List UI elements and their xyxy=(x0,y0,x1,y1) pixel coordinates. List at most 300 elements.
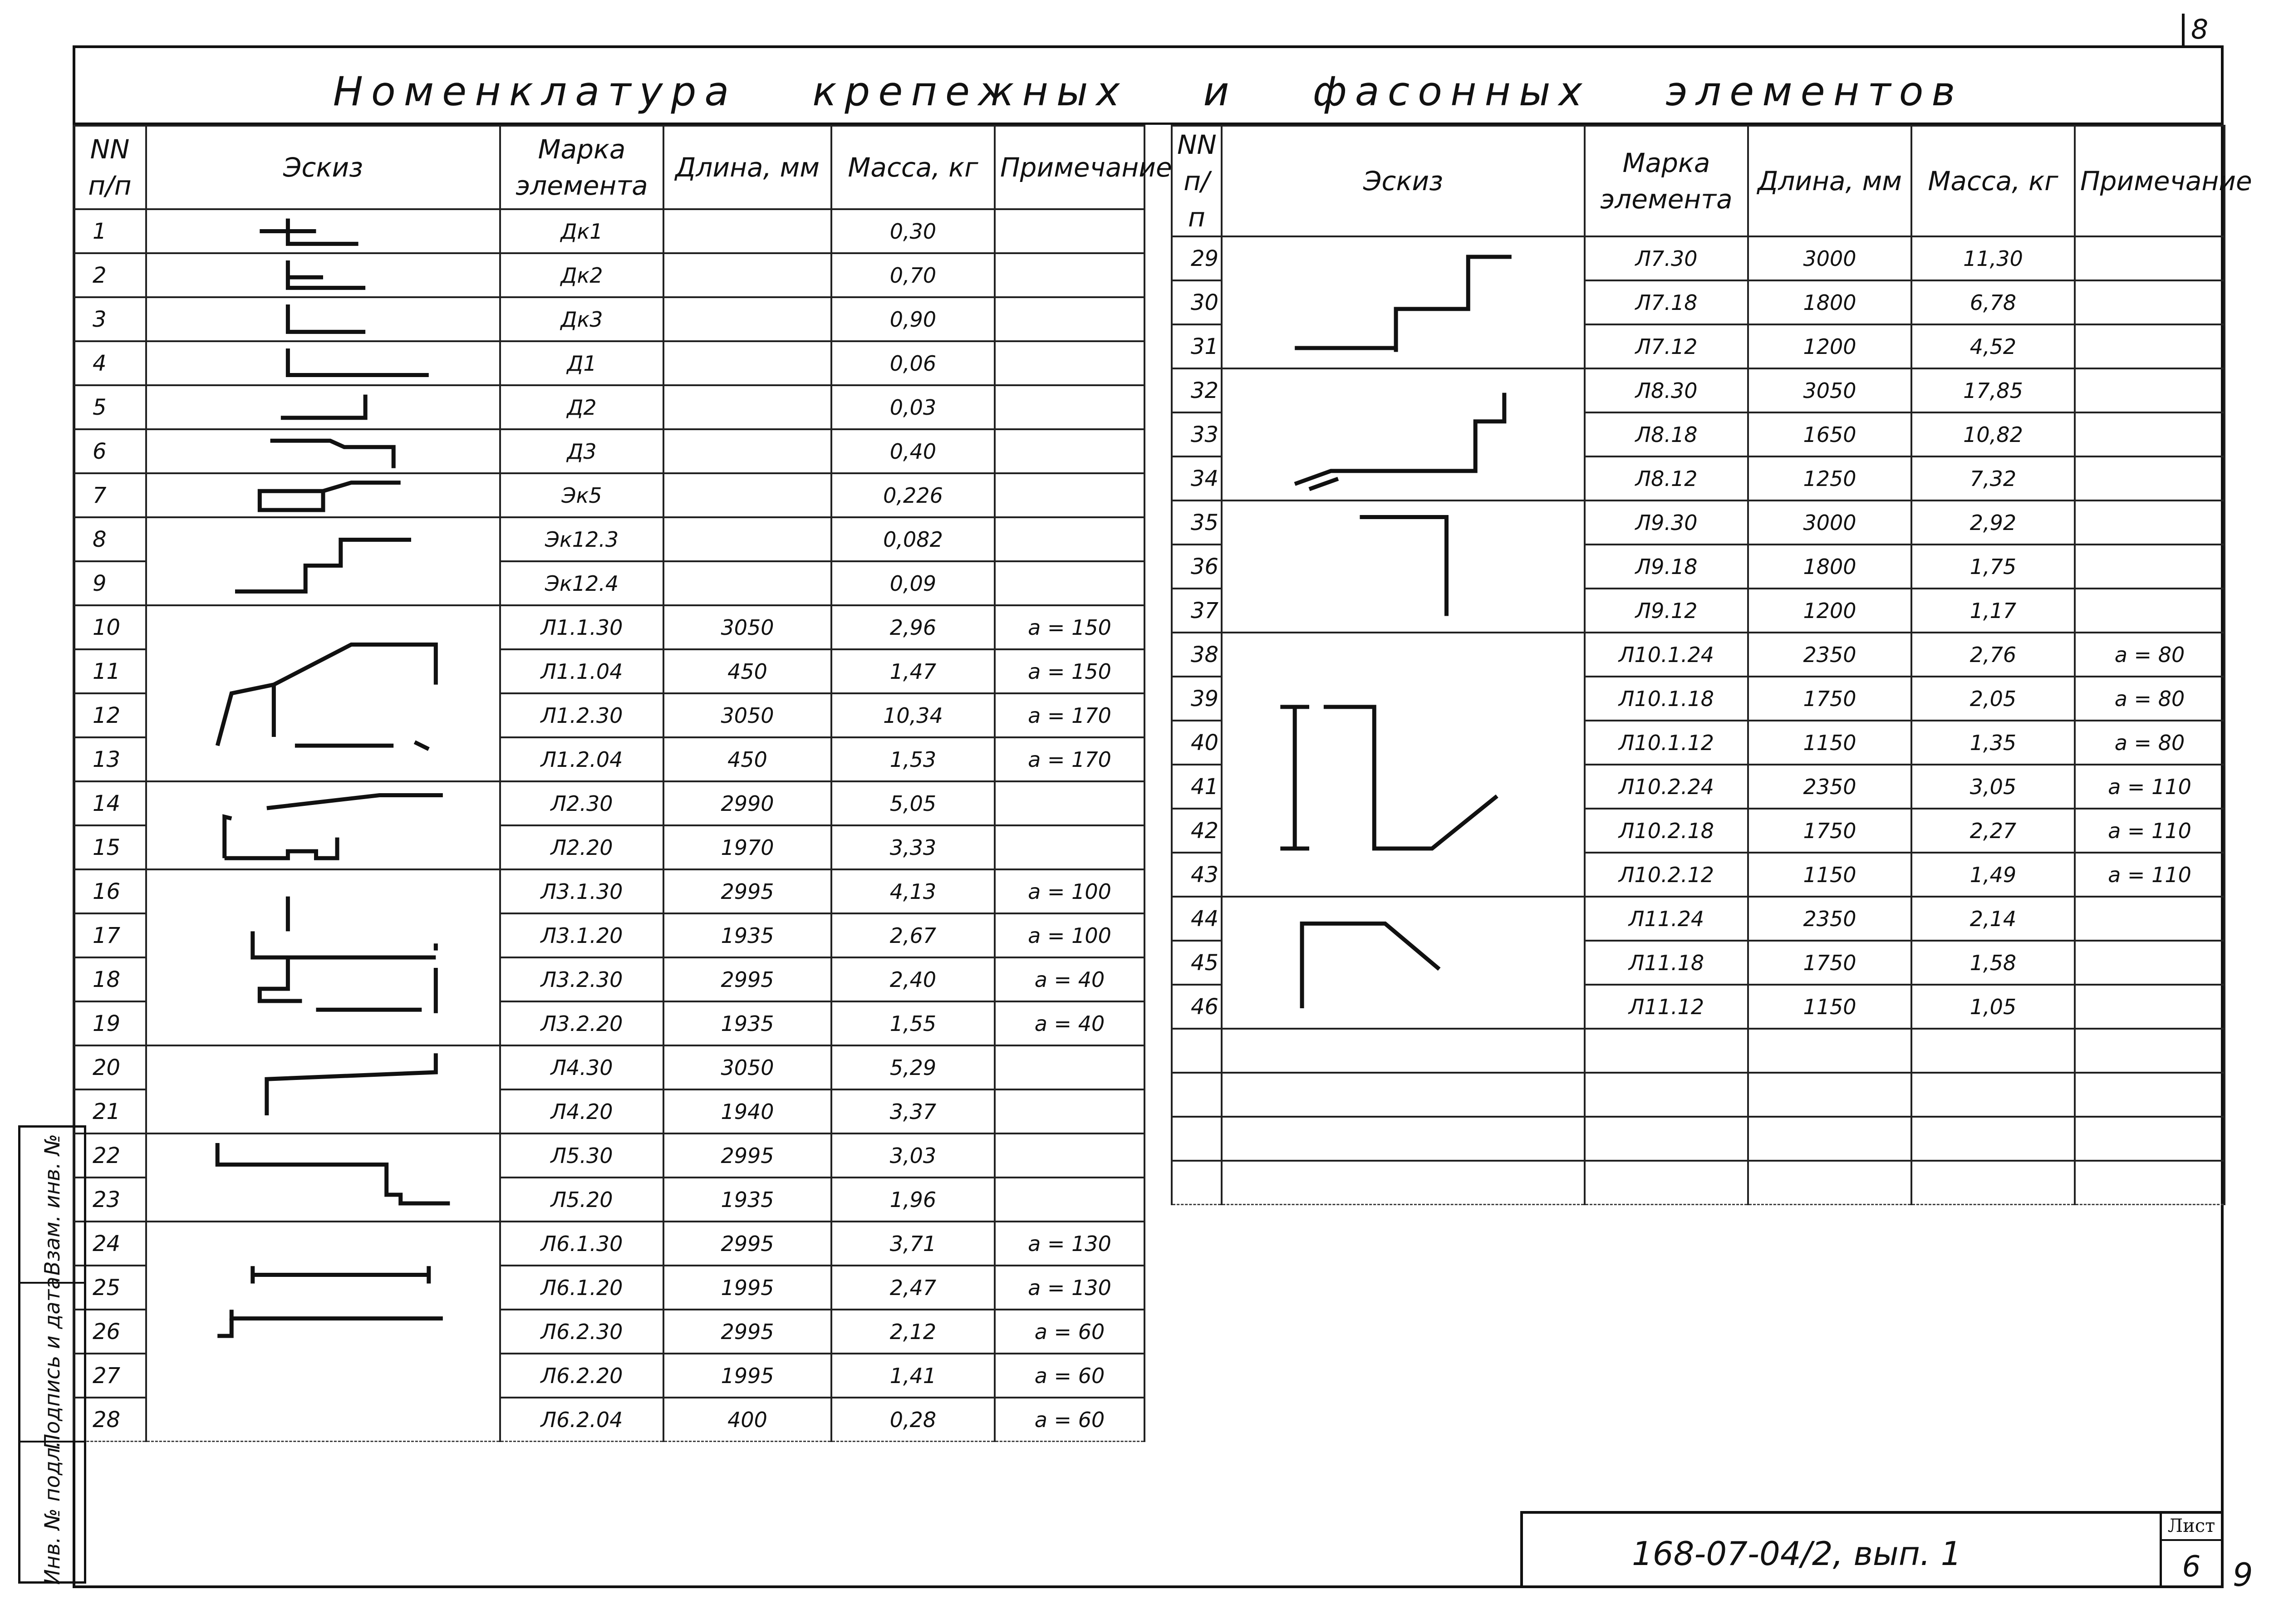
row-number-cell: 21 xyxy=(74,1089,146,1133)
sketch-cell xyxy=(146,385,500,429)
table-row xyxy=(74,385,1144,429)
profile-sketch-icon xyxy=(147,1222,499,1441)
table-row xyxy=(1172,368,2225,412)
mass-cell xyxy=(1911,1117,2075,1161)
sheet-box xyxy=(2160,1514,2221,1585)
mark-cell: Л1.1.04 xyxy=(500,649,663,693)
title-block-stamp xyxy=(1520,1511,2224,1588)
row-number-cell: 43 xyxy=(1172,853,1222,897)
profile-line xyxy=(231,1310,443,1318)
mark-cell: Л8.12 xyxy=(1585,456,1748,500)
profile-sketch-icon xyxy=(147,1134,499,1221)
note-cell: а = 130 xyxy=(995,1222,1144,1266)
mark-cell: Л3.2.20 xyxy=(500,1001,663,1045)
profile-line xyxy=(1295,393,1504,484)
length-cell: 1935 xyxy=(663,1001,831,1045)
mass-cell xyxy=(1911,1029,2075,1073)
table-row xyxy=(1172,633,2225,677)
length-cell xyxy=(1748,1161,1911,1205)
mass-cell: 1,41 xyxy=(831,1354,995,1398)
mass-cell: 2,12 xyxy=(831,1310,995,1354)
mass-cell: 1,75 xyxy=(1911,545,2075,589)
mass-cell: 11,30 xyxy=(1911,236,2075,280)
mark-cell: Л11.18 xyxy=(1585,941,1748,985)
table-row xyxy=(1172,1161,2225,1205)
col-header-length: Длина, мм xyxy=(1748,126,1911,236)
note-cell xyxy=(2075,412,2225,456)
profile-sketch-icon xyxy=(1223,898,1584,1028)
row-number-cell: 31 xyxy=(1172,324,1222,368)
row-number-cell: 14 xyxy=(74,781,146,825)
sketch-cell xyxy=(146,209,500,253)
side-cell-signature xyxy=(20,1276,84,1450)
profile-sketch-icon xyxy=(147,430,499,472)
sketch-cell xyxy=(146,297,500,341)
mark-cell: Л1.2.30 xyxy=(500,693,663,737)
note-cell xyxy=(995,385,1144,429)
note-cell: а = 40 xyxy=(995,957,1144,1001)
mass-cell: 5,29 xyxy=(831,1045,995,1089)
mark-cell: Л9.30 xyxy=(1585,500,1748,545)
sketch-cell xyxy=(146,473,500,517)
mass-cell: 2,40 xyxy=(831,957,995,1001)
length-cell: 2995 xyxy=(663,1310,831,1354)
length-cell: 1940 xyxy=(663,1089,831,1133)
profile-line xyxy=(1324,707,1497,849)
mass-cell: 1,49 xyxy=(1911,853,2075,897)
length-cell: 3000 xyxy=(1748,500,1911,545)
length-cell: 1200 xyxy=(1748,589,1911,633)
row-number-cell: 8 xyxy=(74,517,146,561)
note-cell: а = 100 xyxy=(995,913,1144,957)
mark-cell: Дк1 xyxy=(500,209,663,253)
profile-line xyxy=(217,1319,231,1336)
mass-cell: 2,67 xyxy=(831,913,995,957)
length-cell: 3050 xyxy=(663,605,831,649)
mark-cell: Л5.30 xyxy=(500,1133,663,1178)
length-cell: 1995 xyxy=(663,1354,831,1398)
mass-cell: 10,34 xyxy=(831,693,995,737)
table-row xyxy=(1172,1117,2225,1161)
mark-cell: Л6.2.04 xyxy=(500,1398,663,1442)
profile-sketch-icon xyxy=(147,342,499,384)
side-label: Инв. № подл. xyxy=(40,1441,64,1585)
mark-cell: Л10.1.18 xyxy=(1585,677,1748,721)
mark-cell: Л6.2.30 xyxy=(500,1310,663,1354)
mass-cell: 3,05 xyxy=(1911,765,2075,809)
profile-line xyxy=(288,348,428,375)
row-number-cell: 15 xyxy=(74,825,146,869)
profile-line xyxy=(1309,479,1338,489)
row-number-cell: 20 xyxy=(74,1045,146,1089)
profile-line xyxy=(281,395,365,418)
table-row xyxy=(1172,1073,2225,1117)
row-number-cell: 5 xyxy=(74,385,146,429)
mass-cell: 1,47 xyxy=(831,649,995,693)
note-cell xyxy=(995,561,1144,605)
mass-cell: 10,82 xyxy=(1911,412,2075,456)
length-cell: 2350 xyxy=(1748,765,1911,809)
profile-line xyxy=(267,1053,436,1115)
length-cell: 1935 xyxy=(663,1178,831,1222)
sketch-cell xyxy=(1222,368,1585,500)
note-cell xyxy=(2075,941,2225,985)
length-cell: 1995 xyxy=(663,1266,831,1310)
row-number-cell: 32 xyxy=(1172,368,1222,412)
row-number-cell: 29 xyxy=(1172,236,1222,280)
length-cell: 3050 xyxy=(663,1045,831,1089)
sketch-cell xyxy=(1222,1161,1585,1205)
col-header-note: Примечание xyxy=(995,126,1144,209)
length-cell: 2350 xyxy=(1748,897,1911,941)
row-number-cell: 27 xyxy=(74,1354,146,1398)
mark-cell: Л6.1.30 xyxy=(500,1222,663,1266)
row-number-cell: 17 xyxy=(74,913,146,957)
length-cell: 1750 xyxy=(1748,809,1911,853)
mark-cell: Л4.20 xyxy=(500,1089,663,1133)
table-row xyxy=(1172,236,2225,280)
mark-cell: Л10.2.24 xyxy=(1585,765,1748,809)
mass-cell: 0,70 xyxy=(831,253,995,297)
length-cell xyxy=(663,429,831,473)
mark-cell: Л8.18 xyxy=(1585,412,1748,456)
note-cell: а = 150 xyxy=(995,649,1144,693)
mark-cell: Л4.30 xyxy=(500,1045,663,1089)
mass-cell: 3,33 xyxy=(831,825,995,869)
length-cell: 1250 xyxy=(1748,456,1911,500)
mark-cell: Эк12.4 xyxy=(500,561,663,605)
mass-cell: 3,03 xyxy=(831,1133,995,1178)
mark-cell: Л10.2.12 xyxy=(1585,853,1748,897)
length-cell: 1935 xyxy=(663,913,831,957)
note-cell xyxy=(995,341,1144,385)
sketch-cell xyxy=(1222,633,1585,897)
note-cell: а = 110 xyxy=(2075,765,2225,809)
length-cell: 450 xyxy=(663,737,831,781)
col-header-mass: Масса, кг xyxy=(1911,126,2075,236)
profile-line xyxy=(235,540,411,592)
note-cell xyxy=(2075,589,2225,633)
mass-cell: 2,27 xyxy=(1911,809,2075,853)
table-row xyxy=(74,781,1144,825)
sketch-cell xyxy=(146,1045,500,1133)
length-cell: 2995 xyxy=(663,957,831,1001)
col-header-length: Длина, мм xyxy=(663,126,831,209)
mass-cell: 0,226 xyxy=(831,473,995,517)
length-cell: 2995 xyxy=(663,869,831,913)
right-nomenclature-table xyxy=(1171,125,2252,1205)
note-cell: а = 60 xyxy=(995,1354,1144,1398)
mass-cell: 2,92 xyxy=(1911,500,2075,545)
mark-cell: Л6.2.20 xyxy=(500,1354,663,1398)
note-cell: а = 100 xyxy=(995,869,1144,913)
mass-cell: 17,85 xyxy=(1911,368,2075,412)
side-cell-replace-inv xyxy=(20,1128,84,1282)
length-cell: 3050 xyxy=(663,693,831,737)
side-label: Подпись и дата xyxy=(40,1276,64,1450)
note-cell xyxy=(2075,1161,2225,1205)
mark-cell: Л2.20 xyxy=(500,825,663,869)
col-header-num: NN п/п xyxy=(1172,126,1222,236)
length-cell: 1200 xyxy=(1748,324,1911,368)
note-cell: а = 170 xyxy=(995,693,1144,737)
row-number-cell xyxy=(1172,1073,1222,1117)
side-strip xyxy=(18,1125,86,1584)
mark-cell: Эк5 xyxy=(500,473,663,517)
mark-cell: Л10.2.18 xyxy=(1585,809,1748,853)
row-number-cell: 37 xyxy=(1172,589,1222,633)
row-number-cell: 2 xyxy=(74,253,146,297)
sketch-cell xyxy=(146,1133,500,1222)
mark-cell: Д2 xyxy=(500,385,663,429)
length-cell: 2995 xyxy=(663,1133,831,1178)
document-code: 168-07-04/2, вып. 1 xyxy=(1632,1535,1962,1573)
length-cell: 1150 xyxy=(1748,853,1911,897)
note-cell xyxy=(2075,236,2225,280)
mark-cell: Л3.2.30 xyxy=(500,957,663,1001)
profile-line xyxy=(288,304,365,332)
length-cell: 1970 xyxy=(663,825,831,869)
profile-sketch-icon xyxy=(147,782,499,868)
profile-sketch-icon xyxy=(147,254,499,296)
mark-cell xyxy=(1585,1117,1748,1161)
length-cell xyxy=(663,517,831,561)
table-row xyxy=(74,341,1144,385)
profile-line xyxy=(267,795,443,809)
note-cell xyxy=(2075,545,2225,589)
mass-cell: 0,30 xyxy=(831,209,995,253)
profile-line xyxy=(225,817,232,858)
note-cell: а = 80 xyxy=(2075,721,2225,765)
side-label: Взам. инв. № xyxy=(40,1133,64,1276)
row-number-cell: 23 xyxy=(74,1178,146,1222)
row-number-cell: 22 xyxy=(74,1133,146,1178)
profile-sketch-icon xyxy=(1223,237,1584,368)
page-number: 9 xyxy=(2233,1556,2253,1594)
row-number-cell: 1 xyxy=(74,209,146,253)
sketch-cell xyxy=(146,869,500,1045)
profile-line xyxy=(260,491,323,510)
mark-cell: Л6.1.20 xyxy=(500,1266,663,1310)
sketch-cell xyxy=(146,781,500,869)
profile-sketch-icon xyxy=(1223,633,1584,896)
row-number-cell: 39 xyxy=(1172,677,1222,721)
profile-line xyxy=(253,931,302,1001)
note-cell xyxy=(995,825,1144,869)
table-row xyxy=(1172,897,2225,941)
mass-cell: 1,55 xyxy=(831,1001,995,1045)
note-cell xyxy=(2075,1073,2225,1117)
note-cell xyxy=(2075,985,2225,1029)
profile-line xyxy=(415,742,429,749)
row-number-cell: 18 xyxy=(74,957,146,1001)
col-header-num: NN п/п xyxy=(74,126,146,209)
row-number-cell: 4 xyxy=(74,341,146,385)
row-number-cell: 35 xyxy=(1172,500,1222,545)
note-cell xyxy=(995,473,1144,517)
note-cell: а = 110 xyxy=(2075,853,2225,897)
profile-sketch-icon xyxy=(1223,501,1584,632)
mark-cell: Л8.30 xyxy=(1585,368,1748,412)
row-number-cell xyxy=(1172,1029,1222,1073)
mark-cell: Д1 xyxy=(500,341,663,385)
profile-sketch-icon xyxy=(147,386,499,428)
table-row xyxy=(74,1222,1144,1266)
note-cell xyxy=(995,209,1144,253)
table-row xyxy=(74,517,1144,561)
row-number-cell: 38 xyxy=(1172,633,1222,677)
mass-cell: 1,35 xyxy=(1911,721,2075,765)
row-number-cell: 41 xyxy=(1172,765,1222,809)
row-number-cell: 11 xyxy=(74,649,146,693)
note-cell: а = 110 xyxy=(2075,809,2225,853)
note-cell xyxy=(995,1178,1144,1222)
mass-cell: 1,17 xyxy=(1911,589,2075,633)
note-cell xyxy=(2075,1117,2225,1161)
note-cell: а = 60 xyxy=(995,1398,1144,1442)
side-cell-inv-original xyxy=(20,1441,84,1583)
mark-cell: Л7.12 xyxy=(1585,324,1748,368)
col-header-sketch: Эскиз xyxy=(1222,126,1585,236)
profile-sketch-icon xyxy=(147,210,499,252)
sketch-cell xyxy=(1222,1029,1585,1073)
mass-cell: 0,06 xyxy=(831,341,995,385)
profile-line xyxy=(1360,517,1446,616)
mark-cell: Л1.1.30 xyxy=(500,605,663,649)
table-row xyxy=(74,297,1144,341)
col-header-mass: Масса, кг xyxy=(831,126,995,209)
length-cell xyxy=(663,209,831,253)
mass-cell: 0,28 xyxy=(831,1398,995,1442)
table-row xyxy=(74,605,1144,649)
sketch-cell xyxy=(1222,1073,1585,1117)
mark-cell: Л7.30 xyxy=(1585,236,1748,280)
row-number-cell: 44 xyxy=(1172,897,1222,941)
profile-line xyxy=(217,1143,450,1203)
sketch-cell xyxy=(146,517,500,605)
row-number-cell: 46 xyxy=(1172,985,1222,1029)
note-cell: а = 60 xyxy=(995,1310,1144,1354)
length-cell: 1800 xyxy=(1748,280,1911,324)
length-cell: 1750 xyxy=(1748,677,1911,721)
col-header-sketch: Эскиз xyxy=(146,126,500,209)
sketch-cell xyxy=(146,341,500,385)
mark-cell: Л9.18 xyxy=(1585,545,1748,589)
note-cell: а = 170 xyxy=(995,737,1144,781)
sheet-number: 6 xyxy=(2182,1550,2201,1584)
mass-cell: 2,96 xyxy=(831,605,995,649)
length-cell: 2995 xyxy=(663,1222,831,1266)
mark-cell: Д3 xyxy=(500,429,663,473)
table-row xyxy=(74,473,1144,517)
note-cell xyxy=(995,1089,1144,1133)
mark-cell: Л10.1.24 xyxy=(1585,633,1748,677)
profile-line xyxy=(323,483,401,491)
sketch-cell xyxy=(1222,1117,1585,1161)
length-cell xyxy=(663,385,831,429)
row-number-cell: 6 xyxy=(74,429,146,473)
profile-sketch-icon xyxy=(147,518,499,604)
profile-sketch-icon xyxy=(147,870,499,1045)
profile-line xyxy=(1295,257,1512,348)
row-number-cell: 26 xyxy=(74,1310,146,1354)
row-number-cell: 25 xyxy=(74,1266,146,1310)
mark-cell xyxy=(1585,1073,1748,1117)
profile-sketch-icon xyxy=(1223,369,1584,500)
length-cell: 450 xyxy=(663,649,831,693)
row-number-cell: 34 xyxy=(1172,456,1222,500)
profile-sketch-icon xyxy=(147,474,499,516)
note-cell xyxy=(2075,324,2225,368)
length-cell: 1150 xyxy=(1748,721,1911,765)
mass-cell: 1,05 xyxy=(1911,985,2075,1029)
note-cell xyxy=(2075,897,2225,941)
length-cell: 400 xyxy=(663,1398,831,1442)
mark-cell: Дк3 xyxy=(500,297,663,341)
mark-cell: Л3.1.30 xyxy=(500,869,663,913)
note-cell: а = 150 xyxy=(995,605,1144,649)
mass-cell xyxy=(1911,1161,2075,1205)
length-cell xyxy=(1748,1073,1911,1117)
mark-cell: Л9.12 xyxy=(1585,589,1748,633)
mass-cell: 6,78 xyxy=(1911,280,2075,324)
sketch-cell xyxy=(146,1222,500,1442)
mark-cell: Л7.18 xyxy=(1585,280,1748,324)
mass-cell: 7,32 xyxy=(1911,456,2075,500)
sheet-label: Лист xyxy=(2162,1516,2221,1541)
profile-sketch-icon xyxy=(147,1046,499,1133)
row-number-cell: 40 xyxy=(1172,721,1222,765)
mass-cell xyxy=(1911,1073,2075,1117)
sketch-cell xyxy=(1222,500,1585,633)
sheet-title: Номенклатура крепежных и фасонных элементов xyxy=(333,68,1964,115)
table-header-row xyxy=(1172,126,2225,236)
note-cell xyxy=(995,297,1144,341)
mass-cell: 1,53 xyxy=(831,737,995,781)
row-number-cell: 45 xyxy=(1172,941,1222,985)
mark-cell: Эк12.3 xyxy=(500,517,663,561)
table-row xyxy=(1172,500,2225,545)
table-row xyxy=(74,429,1144,473)
profile-line xyxy=(288,260,365,288)
mass-cell: 0,082 xyxy=(831,517,995,561)
table-row xyxy=(74,1045,1144,1089)
mark-cell: Л10.1.12 xyxy=(1585,721,1748,765)
row-number-cell: 16 xyxy=(74,869,146,913)
note-cell: а = 80 xyxy=(2075,677,2225,721)
note-cell: а = 40 xyxy=(995,1001,1144,1045)
note-cell xyxy=(995,781,1144,825)
table-row xyxy=(74,253,1144,297)
table-row xyxy=(74,209,1144,253)
mass-cell: 3,71 xyxy=(831,1222,995,1266)
mark-cell xyxy=(1585,1029,1748,1073)
col-header-mark: Марка элемента xyxy=(500,126,663,209)
note-cell xyxy=(995,517,1144,561)
row-number-cell: 9 xyxy=(74,561,146,605)
mass-cell: 2,47 xyxy=(831,1266,995,1310)
length-cell xyxy=(663,561,831,605)
note-cell xyxy=(995,1045,1144,1089)
profile-line xyxy=(1302,923,1439,1008)
sketch-cell xyxy=(146,253,500,297)
table-header-row xyxy=(74,126,1144,209)
mass-cell: 3,37 xyxy=(831,1089,995,1133)
mark-cell: Л1.2.04 xyxy=(500,737,663,781)
note-cell xyxy=(995,429,1144,473)
length-cell xyxy=(663,253,831,297)
length-cell: 1650 xyxy=(1748,412,1911,456)
